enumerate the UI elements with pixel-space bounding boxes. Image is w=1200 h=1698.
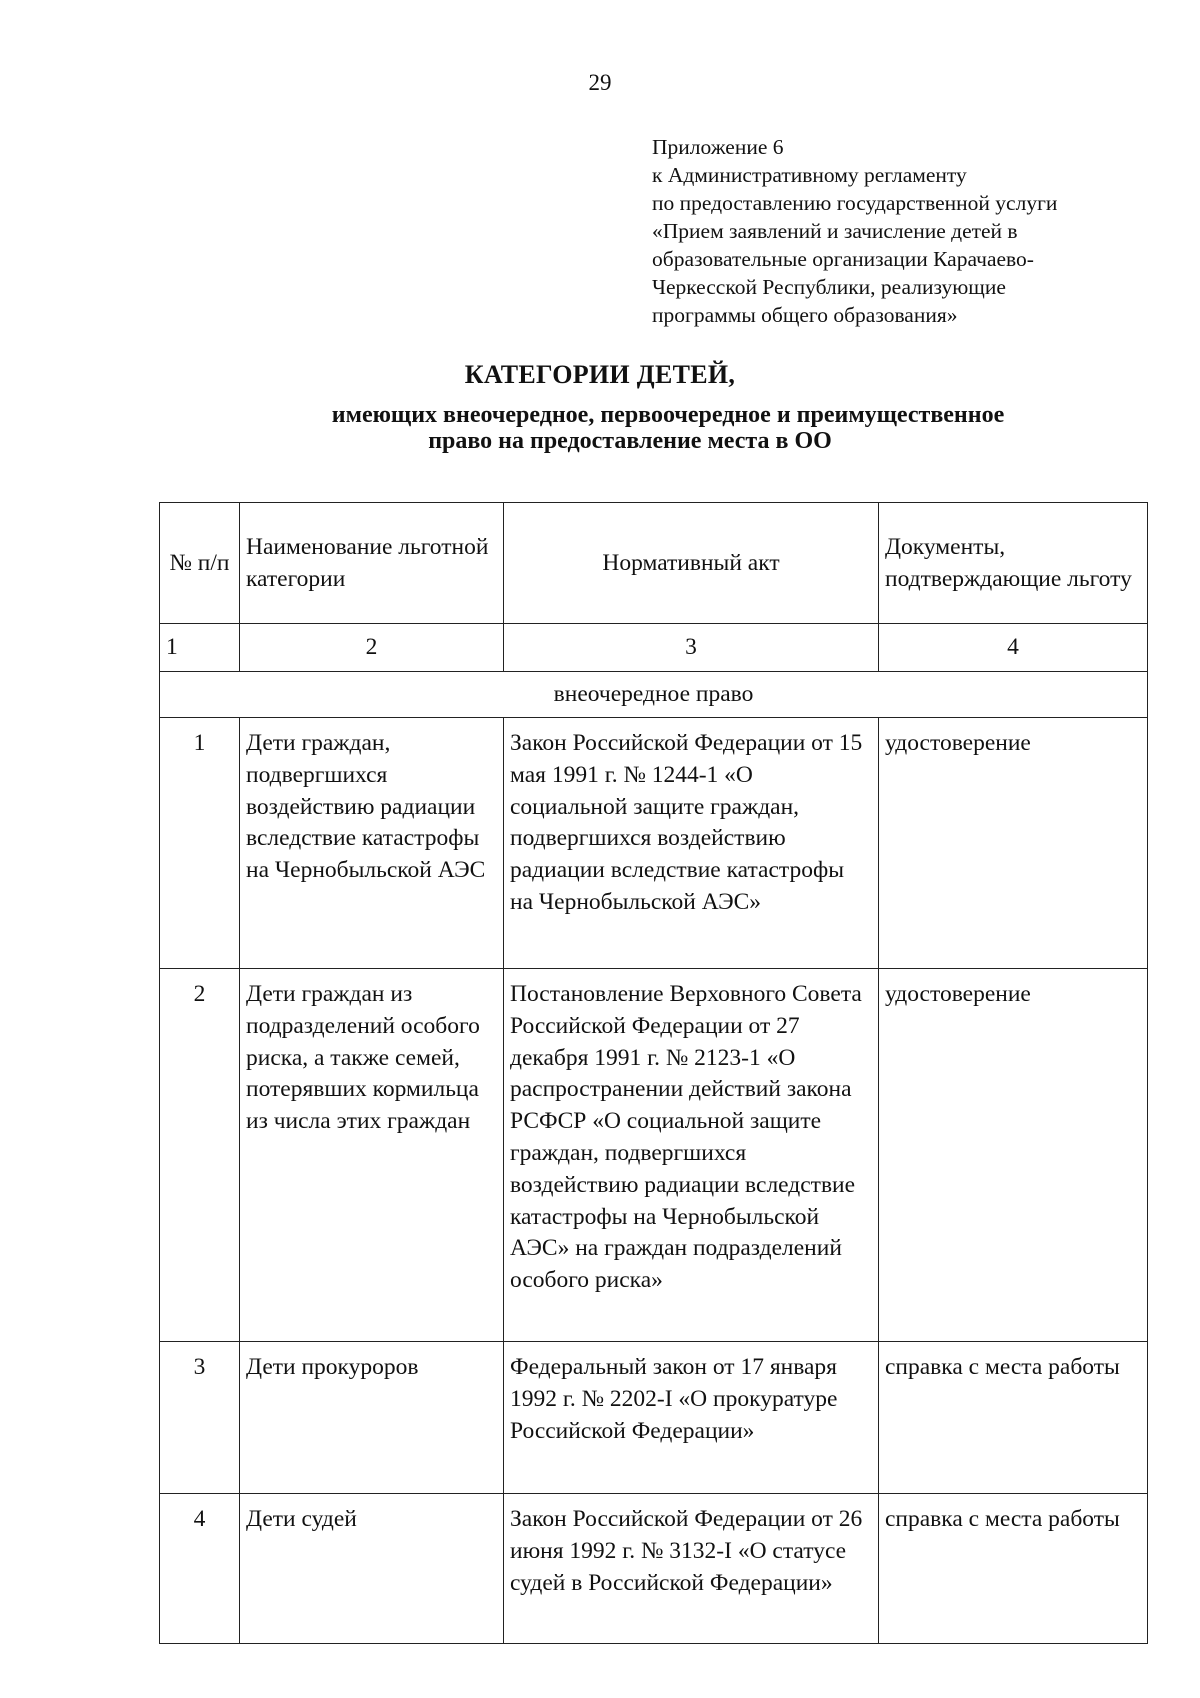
table-header-row <box>160 503 1148 624</box>
row-act: Закон Российской Федерации от 26 июня 1992 г. № 3132-I «О статусе судей в Российской Федерации» <box>504 1494 879 1644</box>
column-number: 4 <box>879 624 1148 672</box>
subtitle-line-2: право на предоставление места в ОО <box>428 428 832 454</box>
row-category: Дети граждан из подразделений особого риска, а также семей, потерявших кормильца из числа этих граждан <box>240 969 504 1342</box>
subtitle-line-1: имеющих внеочередное, первоочередное и преимущественное <box>331 402 1005 428</box>
table-row <box>160 1342 1148 1494</box>
row-act: Федеральный закон от 17 января 1992 г. № 2202-I «О прокуратуре Российской Федерации» <box>504 1342 879 1494</box>
header-act: Нормативный акт <box>504 503 879 624</box>
column-number: 1 <box>160 624 240 672</box>
appendix-note <box>652 133 1172 329</box>
appendix-line: Черкесской Республики, реализующие <box>652 275 1006 299</box>
page-number: 29 <box>588 70 612 95</box>
table-row <box>160 718 1148 969</box>
column-number: 3 <box>504 624 879 672</box>
row-category: Дети прокуроров <box>240 1342 504 1494</box>
appendix-line: «Прием заявлений и зачисление детей в <box>652 219 1018 243</box>
row-documents: удостоверение <box>879 969 1148 1342</box>
row-act: Закон Российской Федерации от 15 мая 1991 г. № 1244-1 «О социальной защите граждан, подвергшихся воздействию радиации вследствие катастрофы на Чернобыльской АЭС» <box>504 718 879 969</box>
appendix-line: по предоставлению государственной услуги <box>652 191 1058 215</box>
section-title: внеочередное право <box>160 672 1148 718</box>
row-num: 3 <box>160 1342 240 1494</box>
row-documents: справка с места работы <box>879 1494 1148 1644</box>
appendix-line: образовательные организации Карачаево- <box>652 247 1034 271</box>
appendix-line: к Административному регламенту <box>652 163 967 187</box>
header-num: № п/п <box>160 503 240 624</box>
table-row <box>160 969 1148 1342</box>
header-documents: Документы, подтверждающие льготу <box>879 503 1148 624</box>
document-title: КАТЕГОРИИ ДЕТЕЙ, <box>464 360 736 389</box>
row-documents: удостоверение <box>879 718 1148 969</box>
appendix-line: программы общего образования» <box>652 303 958 327</box>
row-act: Постановление Верховного Совета Российской Федерации от 27 декабря 1991 г. № 2123-1 «О распространении действий закона РСФСР «О социальной защите граждан, подвергшихся воздействию радиации вследствие катастрофы на Чернобыльской АЭС» на граждан подразделений особого риска» <box>504 969 879 1342</box>
table-row <box>160 1494 1148 1644</box>
section-row <box>160 672 1148 718</box>
column-number-row <box>160 624 1148 672</box>
row-num: 1 <box>160 718 240 969</box>
appendix-line: Приложение 6 <box>652 135 784 159</box>
row-category: Дети судей <box>240 1494 504 1644</box>
row-documents: справка с места работы <box>879 1342 1148 1494</box>
row-num: 2 <box>160 969 240 1342</box>
column-number: 2 <box>240 624 504 672</box>
row-num: 4 <box>160 1494 240 1644</box>
row-category: Дети граждан, подвергшихся воздействию радиации вследствие катастрофы на Чернобыльской АЭС <box>240 718 504 969</box>
document-subtitle <box>0 402 1200 454</box>
benefits-table <box>159 502 1148 1644</box>
header-category: Наименование льготной категории <box>240 503 504 624</box>
